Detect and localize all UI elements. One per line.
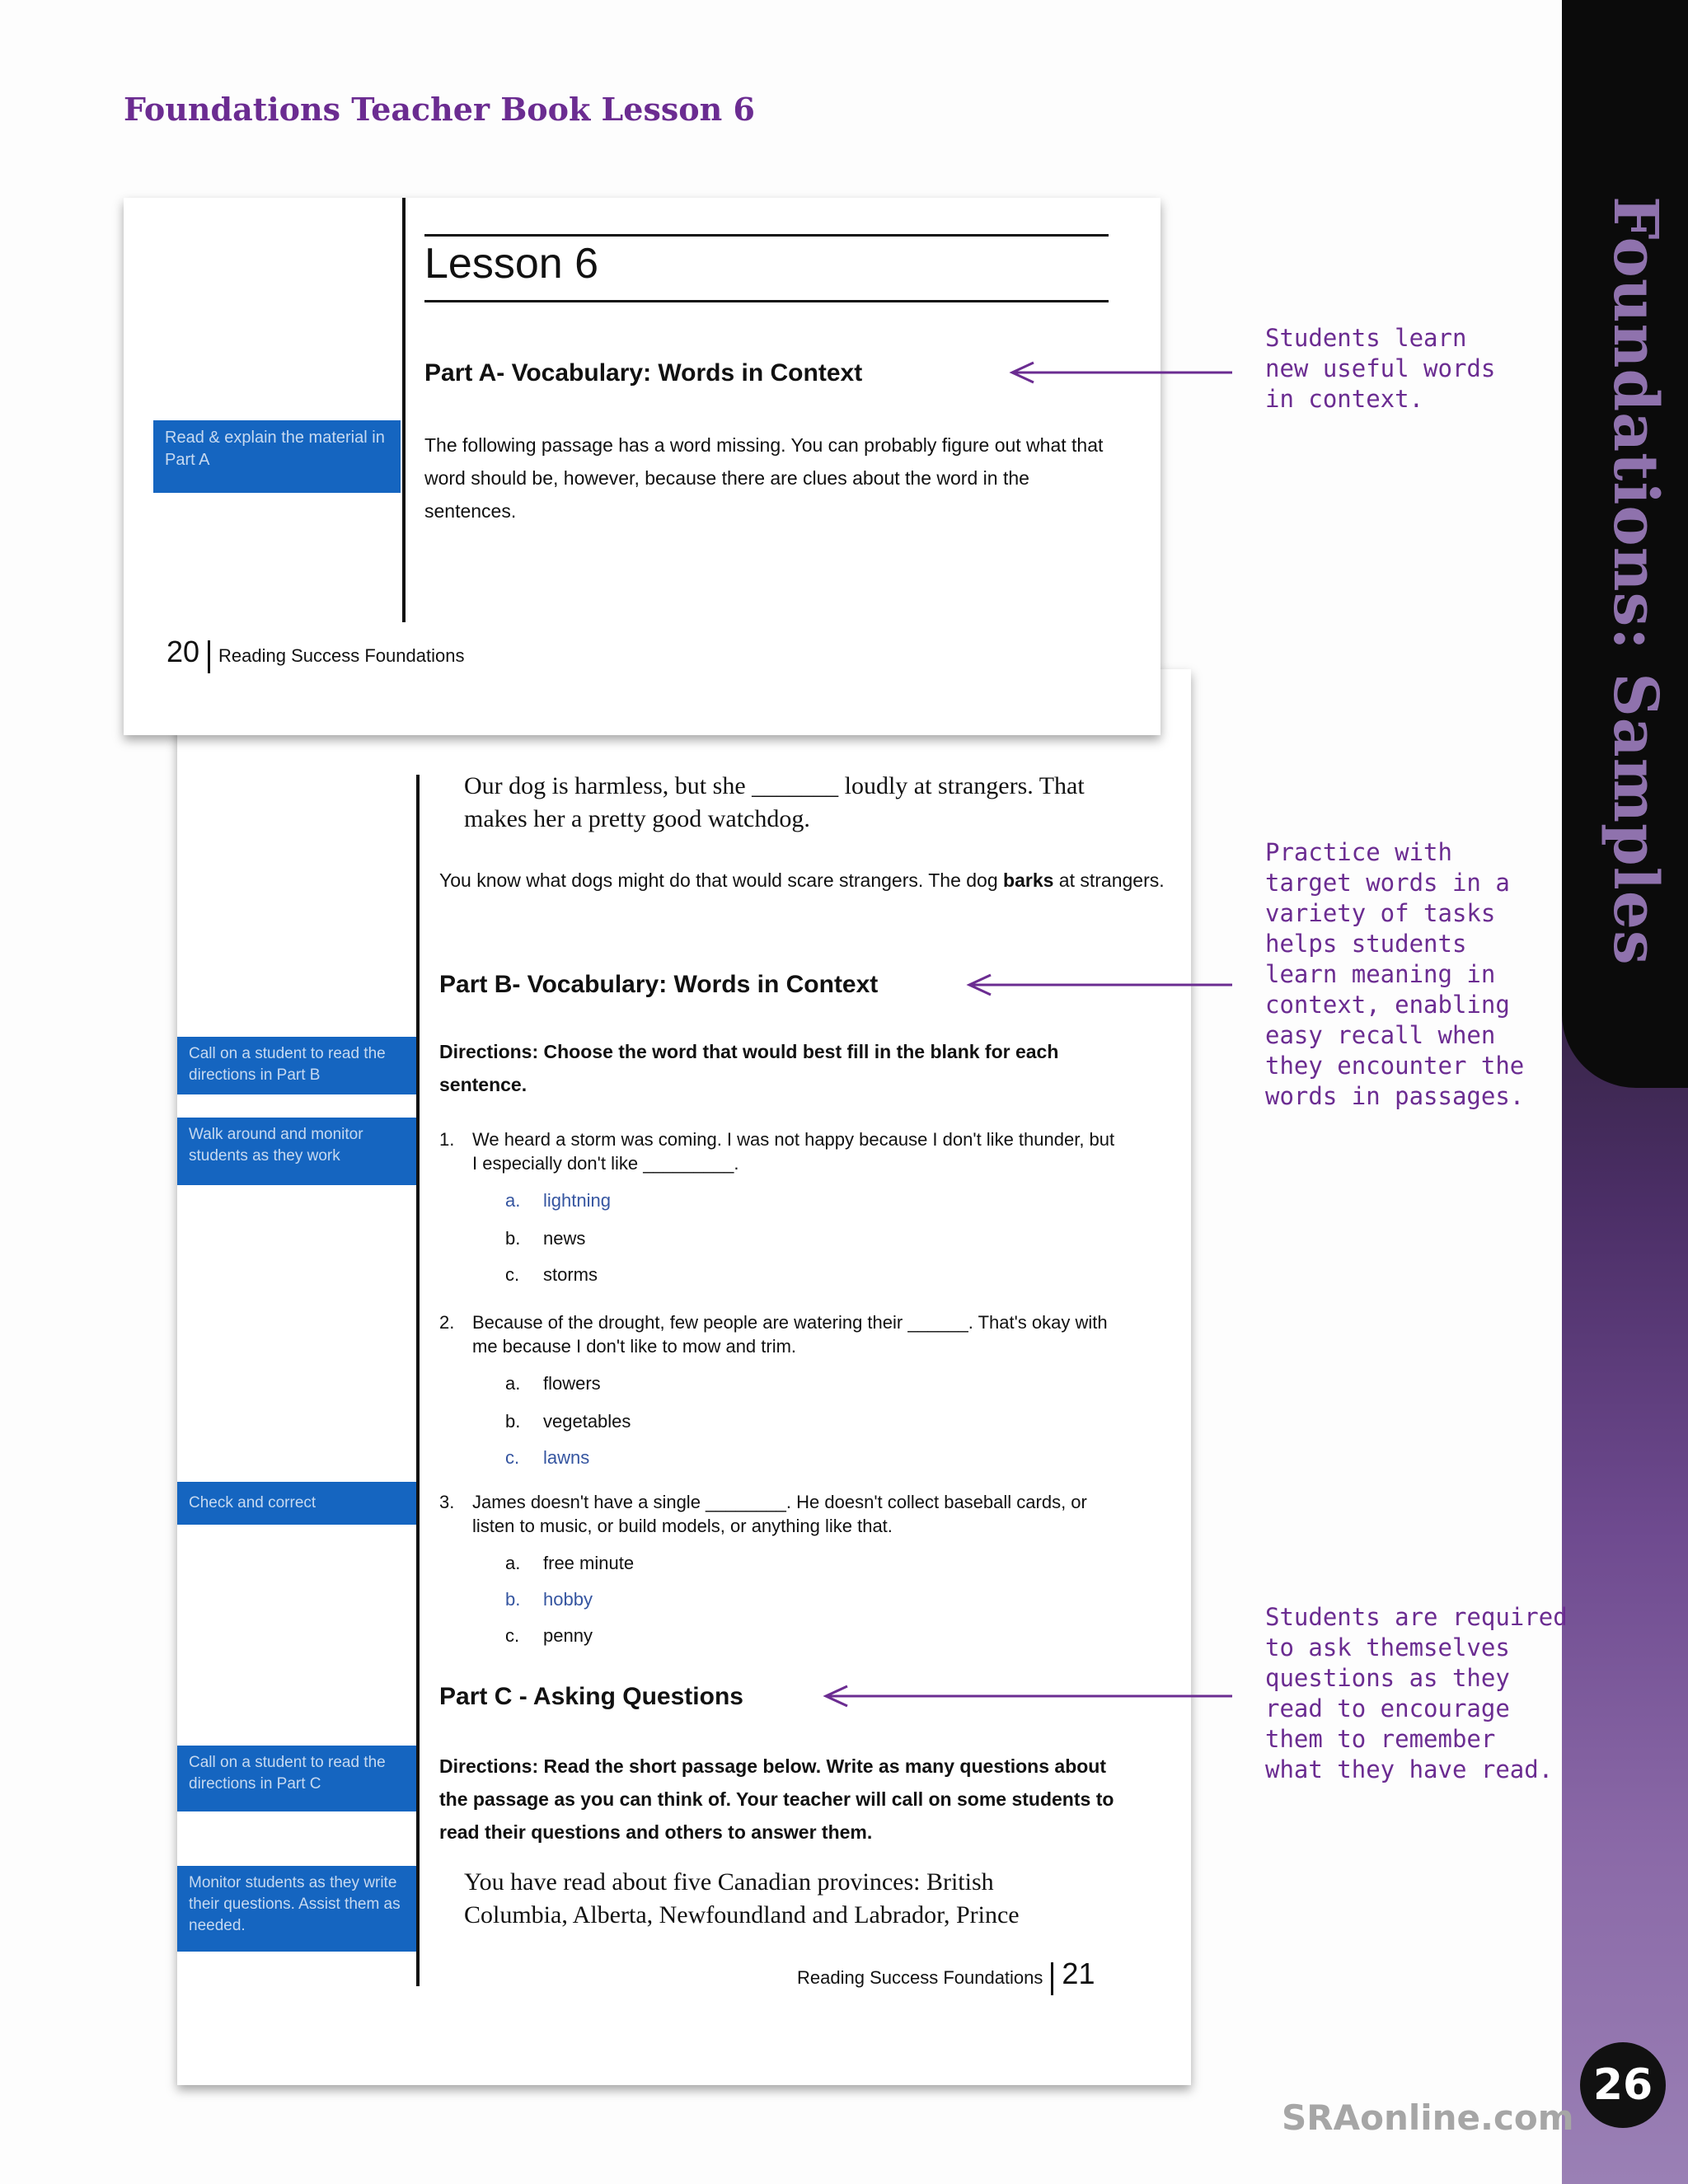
question-text: Because of the drought, few people are watering their ______. That's okay with me because I don't like to mow and trim. (472, 1312, 1108, 1357)
teacher-note-part-a: Read & explain the material in Part A (153, 420, 401, 493)
part-c-heading: Part C - Asking Questions (439, 1683, 743, 1710)
answer-option: b. vegetables (505, 1411, 631, 1432)
footer-text: Reading Success Foundations (797, 1967, 1043, 1988)
part-b-directions: Directions: Choose the word that would best fill in the blank for each sentence. (439, 1041, 1059, 1095)
part-a-passage: Our dog is harmless, but she _______ loudly at strangers. That makes her a pretty good watchdog. (464, 772, 1085, 832)
answer-option: c. lawns (505, 1447, 590, 1468)
page-header-title: Foundations Teacher Book Lesson 6 (124, 91, 755, 128)
footer-page-number: 21 (1062, 1957, 1095, 1990)
question-number: 2. (439, 1312, 455, 1333)
teacher-note-part-c-directions: Call on a student to read the directions in Part C (177, 1746, 416, 1811)
footer-page-number: 20 (166, 635, 200, 668)
page-number-badge: 26 (1580, 2042, 1666, 2128)
question-text: James doesn't have a single ________. He doesn't collect baseball cards, or listen to music, or build models, or anything like that. (472, 1492, 1087, 1536)
site-url: SRAonline.com (1282, 2097, 1574, 2138)
part-a-clue: You know what dogs might do that would scare strangers. The dog barks at strangers. (439, 869, 1165, 891)
annotation-vocabulary: Students learn new useful words in context. (1265, 324, 1496, 413)
answer-option: b. news (505, 1228, 586, 1249)
answer-option: c. storms (505, 1264, 598, 1285)
teacher-note-monitor: Walk around and monitor students as they work (177, 1118, 416, 1185)
part-a-heading: Part A- Vocabulary: Words in Context (424, 359, 863, 387)
answer-option: a. flowers (505, 1373, 601, 1394)
question-number: 3. (439, 1492, 455, 1512)
teacher-note-monitor-questions: Monitor students as they write their questions. Assist them as needed. (177, 1866, 416, 1952)
footer-text: Reading Success Foundations (218, 645, 465, 666)
lesson-title: Lesson 6 (424, 240, 599, 288)
answer-option: b. hobby (505, 1589, 593, 1610)
question-text: We heard a storm was coming. I was not happy because I don't like thunder, but I especially don't like _________. (472, 1129, 1115, 1174)
teacher-note-check: Check and correct (177, 1482, 416, 1525)
part-c-directions: Directions: Read the short passage below. Write as many questions about the passage as you can think of. Your teacher will call on some students to read their questions and others to answer them. (439, 1755, 1114, 1843)
sidebar-title: Foundations: Samples (1600, 196, 1671, 966)
part-c-passage: You have read about five Canadian provinces: British Columbia, Alberta, Newfoundland and Labrador, Prince (464, 1868, 1020, 1929)
annotation-asking-questions: Students are required to ask themselves questions as they read to encourage them to remember what they have read. (1265, 1603, 1568, 1783)
answer-option: a. free minute (505, 1553, 635, 1573)
answer-option: c. penny (505, 1625, 593, 1646)
teacher-note-part-b-directions: Call on a student to read the directions in Part B (177, 1037, 416, 1094)
part-b-heading: Part B- Vocabulary: Words in Context (439, 971, 879, 998)
annotation-practice: Practice with target words in a variety of tasks helps students learn meaning in context, enabling easy recall when they encounter the words in passages. (1265, 838, 1525, 1110)
answer-option: a. lightning (505, 1190, 611, 1211)
part-a-text: The following passage has a word missing. You can probably figure out what that word should be, however, because there are clues about the word in the sentences. (424, 434, 1104, 522)
question-number: 1. (439, 1129, 455, 1150)
